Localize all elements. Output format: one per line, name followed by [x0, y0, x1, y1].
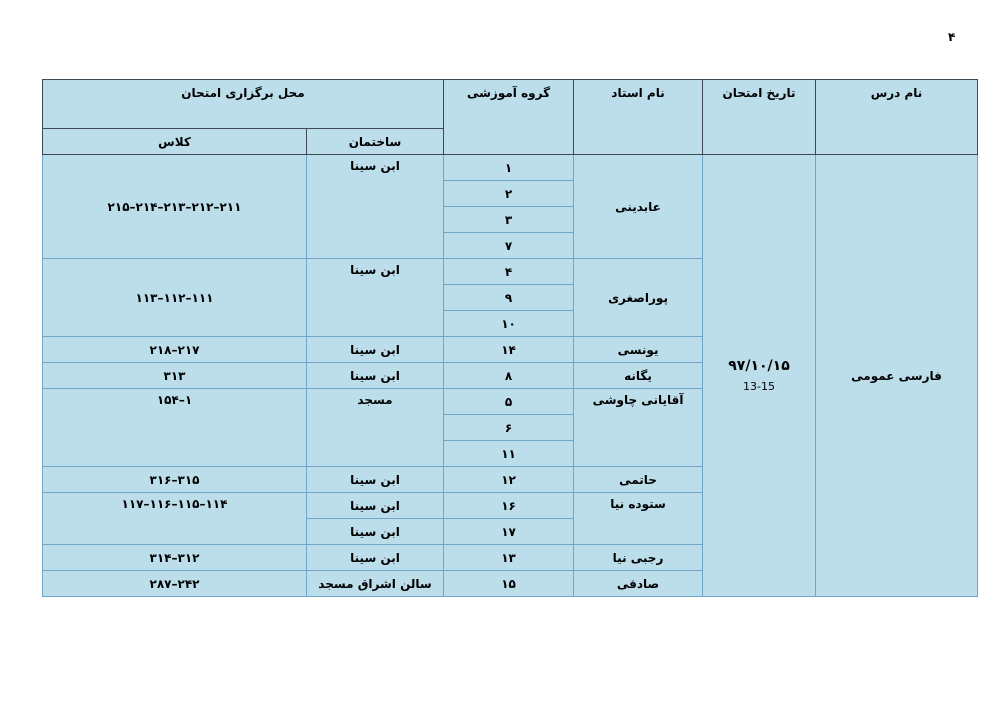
exam-date: ۹۷/۱۰/۱۵: [728, 358, 790, 374]
class-cell: ۲۱۱–۲۱۲–۲۱۳–۲۱۴–۲۱۵: [43, 155, 307, 259]
group-cell: ۱۲: [444, 467, 574, 493]
course-cell: فارسی عمومی: [816, 155, 978, 597]
header-instructor: نام استاد: [574, 80, 703, 155]
instructor-cell: صادقی: [574, 571, 703, 597]
header-class: کلاس: [43, 129, 307, 155]
class-cell: ۱۱۴–۱۱۵–۱۱۶–۱۱۷: [43, 493, 307, 545]
group-cell: ۱۳: [444, 545, 574, 571]
building-cell: ابن سینا: [307, 337, 444, 363]
group-cell: ۱۰: [444, 311, 574, 337]
building-cell: ابن سینا: [307, 493, 444, 519]
header-course: نام درس: [816, 80, 978, 155]
class-cell: ۳۱۳: [43, 363, 307, 389]
exam-time: 13-15: [743, 380, 775, 393]
building-cell: ابن سینا: [307, 259, 444, 337]
instructor-cell: آقایانی چاوشی: [574, 389, 703, 467]
exam-schedule-table: [42, 79, 978, 597]
group-cell: ۹: [444, 285, 574, 311]
building-cell: ابن سینا: [307, 155, 444, 259]
table-row: [43, 155, 978, 181]
group-cell: ۱۶: [444, 493, 574, 519]
class-cell: ۲۱۷–۲۱۸: [43, 337, 307, 363]
group-cell: ۱: [444, 155, 574, 181]
building-cell: ابن سینا: [307, 467, 444, 493]
instructor-cell: پوراصغری: [574, 259, 703, 337]
instructor-cell: حاتمی: [574, 467, 703, 493]
building-cell: مسجد: [307, 389, 444, 467]
group-cell: ۷: [444, 233, 574, 259]
group-cell: ۱۵: [444, 571, 574, 597]
instructor-cell: ستوده نیا: [574, 493, 703, 545]
page-number: ۴: [948, 30, 956, 44]
instructor-cell: عابدینی: [574, 155, 703, 259]
group-cell: ۵: [444, 389, 574, 415]
class-cell: ۱۱۱–۱۱۲–۱۱۳: [43, 259, 307, 337]
building-cell: ابن سینا: [307, 545, 444, 571]
class-cell: ۳۱۵–۳۱۶: [43, 467, 307, 493]
group-cell: ۲: [444, 181, 574, 207]
header-building: ساختمان: [307, 129, 444, 155]
instructor-cell: یگانه: [574, 363, 703, 389]
building-cell: ابن سینا: [307, 519, 444, 545]
header-row: [43, 80, 978, 129]
header-location: محل برگزاری امتحان: [43, 80, 444, 129]
class-cell: ۱–۱۵۴: [43, 389, 307, 467]
exam-date-cell: [703, 155, 816, 597]
class-cell: ۲۴۲–۲۸۷: [43, 571, 307, 597]
group-cell: ۱۴: [444, 337, 574, 363]
building-cell: ابن سینا: [307, 363, 444, 389]
building-cell: سالن اشراق مسجد: [307, 571, 444, 597]
header-exam-date: تاریخ امتحان: [703, 80, 816, 155]
group-cell: ۳: [444, 207, 574, 233]
group-cell: ۶: [444, 415, 574, 441]
header-group: گروه آموزشی: [444, 80, 574, 155]
group-cell: ۴: [444, 259, 574, 285]
class-cell: ۳۱۲–۳۱۴: [43, 545, 307, 571]
group-cell: ۱۷: [444, 519, 574, 545]
group-cell: ۸: [444, 363, 574, 389]
group-cell: ۱۱: [444, 441, 574, 467]
instructor-cell: رجبی نیا: [574, 545, 703, 571]
instructor-cell: یونسی: [574, 337, 703, 363]
